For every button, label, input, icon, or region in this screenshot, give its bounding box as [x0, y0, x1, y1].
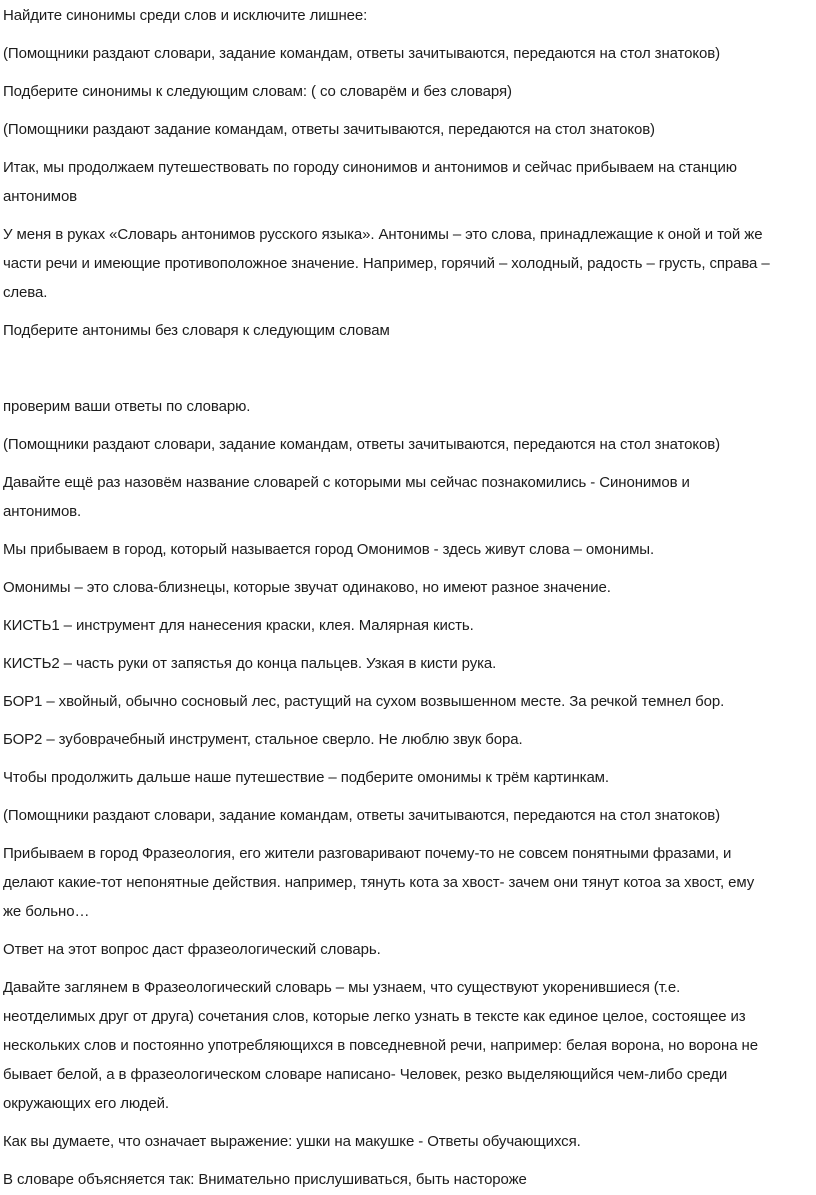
text-line: нескольких слов и постоянно употребляющихся в повседневной речи, например: белая ворона, но ворона не	[3, 1037, 758, 1054]
paragraph	[3, 115, 816, 144]
text-line: (Помощники раздают задание командам, ответы зачитываются, передаются на стол знатоков)	[3, 121, 655, 138]
text-line: БОР1 – хвойный, обычно сосновый лес, растущий на сухом возвышенном месте. За речкой темнел бор.	[3, 693, 725, 710]
text-line: У меня в руках «Словарь антонимов русского языка». Антонимы – это слова, принадлежащие к оной и той же	[3, 226, 763, 243]
text-line: Чтобы продолжить дальше наше путешествие – подберите омонимы к трём картинкам.	[3, 769, 609, 786]
text-line: неотделимых друг от друга) сочетания слов, которые легко узнать в тексте как единое целое, состоящее из	[3, 1008, 746, 1025]
text-line: Давайте заглянем в Фразеологический словарь – мы узнаем, что существуют укоренившиеся (т.е.	[3, 979, 681, 996]
text-line: (Помощники раздают словари, задание командам, ответы зачитываются, передаются на стол знатоков)	[3, 45, 721, 62]
paragraph	[3, 611, 816, 640]
text-line: Найдите синонимы среди слов и исключите лишнее:	[3, 7, 368, 24]
paragraph	[3, 839, 816, 926]
text-line: же больно…	[3, 903, 90, 920]
paragraph	[3, 763, 816, 792]
text-line: Как вы думаете, что означает выражение: ушки на макушке - Ответы обучающихся.	[3, 1133, 581, 1150]
text-line: Мы прибываем в город, который называется город Омонимов - здесь живут слова – омонимы.	[3, 541, 655, 558]
text-line: проверим ваши ответы по словарю.	[3, 398, 251, 415]
text-line: Прибываем в город Фразеология, его жители разговаривают почему-то не совсем понятными фразами, и	[3, 845, 732, 862]
paragraph	[3, 1165, 816, 1194]
text-line: Омонимы – это слова-близнецы, которые звучат одинаково, но имеют разное значение.	[3, 579, 611, 596]
paragraph	[3, 153, 816, 211]
paragraph	[3, 430, 816, 459]
paragraph	[3, 801, 816, 830]
paragraph	[3, 220, 816, 307]
text-line: части речи и имеющие противоположное значение. Например, горячий – холодный, радость – грусть, справа –	[3, 255, 770, 272]
text-line: Подберите синонимы к следующим словам: ( со словарём и без словаря)	[3, 83, 512, 100]
text-line: Итак, мы продолжаем путешествовать по городу синонимов и антонимов и сейчас прибываем на станцию	[3, 159, 737, 176]
text-line: антонимов	[3, 188, 78, 205]
text-line: БОР2 – зубоврачебный инструмент, стальное сверло. Не люблю звук бора.	[3, 731, 523, 748]
paragraph	[3, 687, 816, 716]
paragraph	[3, 39, 816, 68]
text-line: Подберите антонимы без словаря к следующим словам	[3, 322, 390, 339]
paragraph	[3, 973, 816, 1118]
paragraph	[3, 535, 816, 564]
text-line: В словаре объясняется так: Внимательно прислушиваться, быть настороже	[3, 1171, 527, 1188]
paragraph	[3, 573, 816, 602]
paragraph	[3, 935, 816, 964]
text-line: бывает белой, а в фразеологическом словаре написано- Человек, резко выделяющийся чем-либо среди	[3, 1066, 728, 1083]
text-line	[3, 354, 816, 383]
text-line: (Помощники раздают словари, задание командам, ответы зачитываются, передаются на стол знатоков)	[3, 436, 721, 453]
paragraph	[3, 468, 816, 526]
text-line: Ответ на этот вопрос даст фразеологический словарь.	[3, 941, 381, 958]
text-line: Давайте ещё раз назовём название словарей с которыми мы сейчас познакомились - Синонимов и	[3, 474, 690, 491]
paragraph	[3, 77, 816, 106]
paragraph	[3, 316, 816, 345]
text-line: слева.	[3, 284, 48, 301]
text-line: (Помощники раздают словари, задание командам, ответы зачитываются, передаются на стол знатоков)	[3, 807, 721, 824]
empty-paragraph	[3, 354, 816, 383]
text-line: КИСТЬ2 – часть руки от запястья до конца пальцев. Узкая в кисти рука.	[3, 655, 497, 672]
text-line: антонимов.	[3, 503, 82, 520]
paragraph	[3, 725, 816, 754]
text-line: КИСТЬ1 – инструмент для нанесения краски, клея. Малярная кисть.	[3, 617, 474, 634]
paragraph	[3, 649, 816, 678]
text-line: делают какие-тот непонятные действия. например, тянуть кота за хвост- зачем они тянут котоа за хвост, ему	[3, 874, 755, 891]
paragraph	[3, 392, 816, 421]
paragraph	[3, 1127, 816, 1156]
paragraph	[3, 1, 816, 30]
text-line: окружающих его людей.	[3, 1095, 169, 1112]
